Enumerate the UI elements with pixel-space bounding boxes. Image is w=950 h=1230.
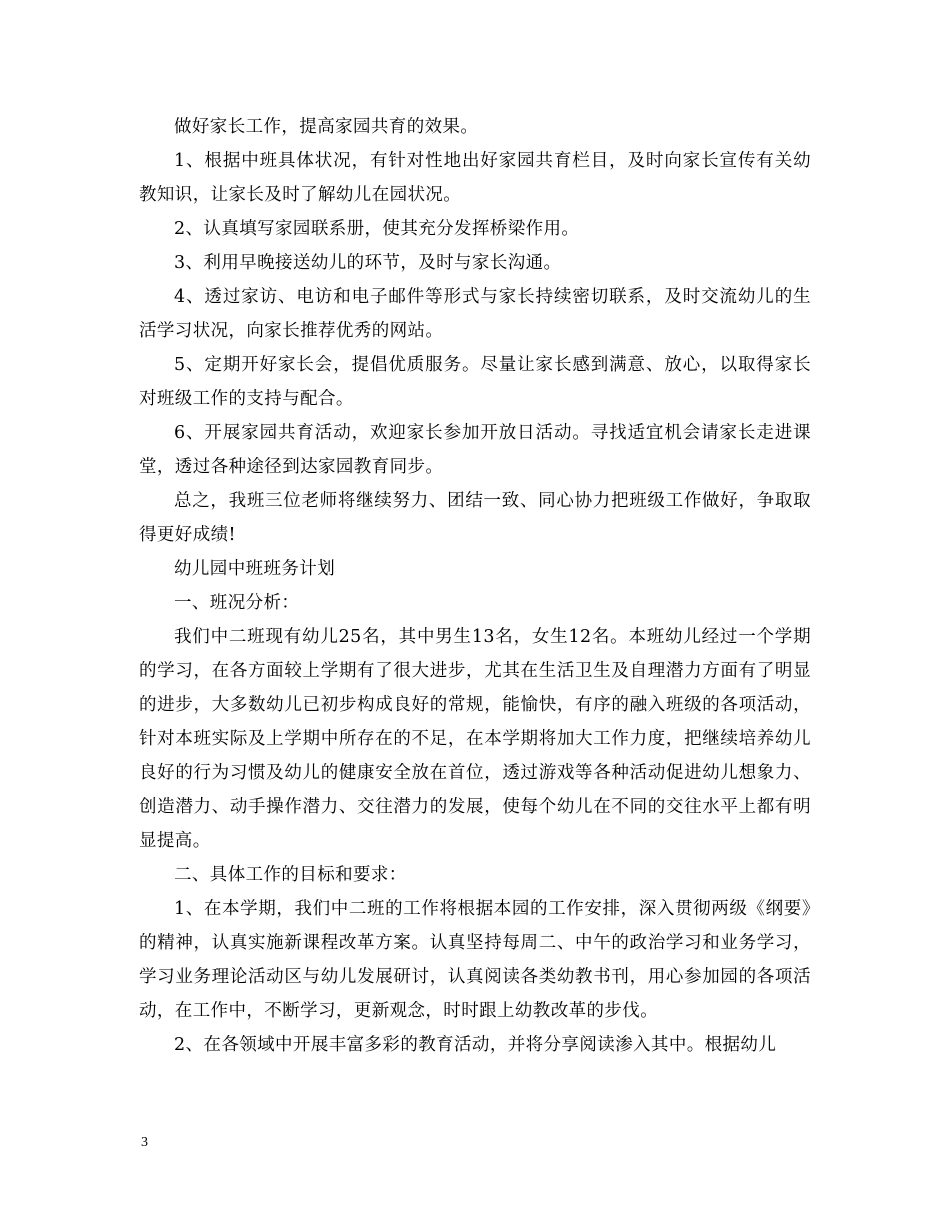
- paragraph: 2、认真填写家园联系册，使其充分发挥桥梁作用。: [174, 219, 580, 239]
- paragraph: 1、根据中班具体状况，有针对性地出好家园共育栏目，及时向家长宣传有关幼教知识，让家长及时了解幼儿在园状况。: [139, 151, 811, 205]
- paragraph: 4、透过家访、电访和电子邮件等形式与家长持续密切联系，及时交流幼儿的生活学习状况，向家长推荐优秀的网站。: [139, 287, 811, 341]
- paragraph: 2、在各领域中开展丰富多彩的教育活动，并将分享阅读渗入其中。根据幼儿: [174, 1035, 777, 1055]
- section-heading: 一、班况分析：: [174, 593, 300, 613]
- paragraph: 6、开展家园共育活动，欢迎家长参加开放日活动。寻找适宜机会请家长走进课堂，透过各种途径到达家园教育同步。: [139, 423, 811, 477]
- section-heading: 二、具体工作的目标和要求：: [174, 865, 407, 885]
- page-number: 3: [141, 1135, 148, 1150]
- paragraph: 我们中二班现有幼儿25名，其中男生13名，女生12名。本班幼儿经过一个学期的学习，在各方面较上学期有了很大进步，尤其在生活卫生及自理潜力方面有了明显的进步，大多数幼儿已初步构成良好的常规，能愉快，有序的融入班级的各项活动，针对本班实际及上学期中所存在的不足，在本学期将加大工作力度，把继续培养幼儿良好的行为习惯及幼儿的健康安全放在首位，透过游戏等各种活动促进幼儿想象力、创造潜力、动手操作潜力、交往潜力的发展，使每个幼儿在不同的交往水平上都有明显提高。: [139, 627, 811, 851]
- document-body: [139, 110, 811, 1062]
- paragraph: 5、定期开好家长会，提倡优质服务。尽量让家长感到满意、放心，以取得家长对班级工作的支持与配合。: [139, 355, 811, 409]
- paragraph: 3、利用早晚接送幼儿的环节，及时与家长沟通。: [174, 253, 562, 273]
- section-title: 幼儿园中班班务计划: [174, 559, 336, 579]
- paragraph: 总之，我班三位老师将继续努力、团结一致、同心协力把班级工作做好，争取取得更好成绩!: [139, 491, 811, 545]
- paragraph: 1、在本学期，我们中二班的工作将根据本园的工作安排，深入贯彻两级《纲要》的精神，认真实施新课程改革方案。认真坚持每周二、中午的政治学习和业务学习，学习业务理论活动区与幼儿发展研讨，认真阅读各类幼教书刊，用心参加园的各项活动，在工作中，不断学习，更新观念，时时跟上幼教改革的步伐。: [139, 899, 811, 1021]
- paragraph: 做好家长工作，提高家园共育的效果。: [174, 117, 479, 137]
